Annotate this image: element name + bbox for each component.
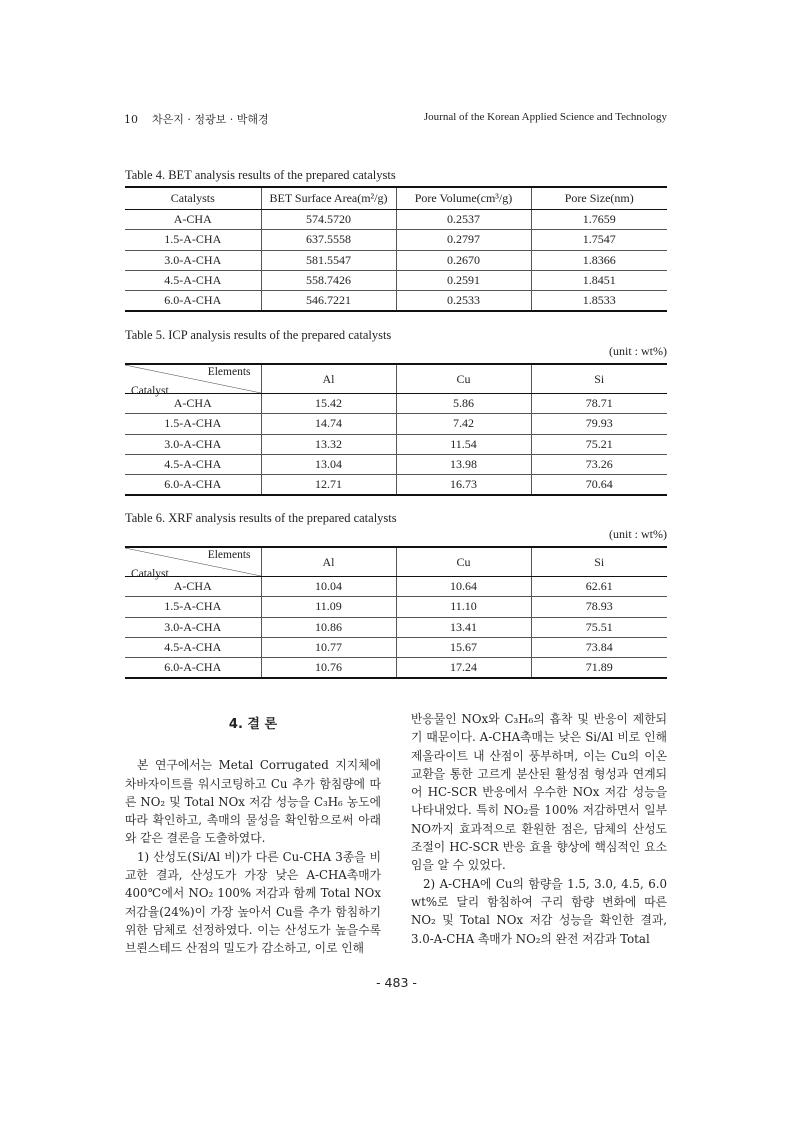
table-cell: 79.93 (531, 414, 667, 434)
paragraph: 1) 산성도(Si/Al 비)가 다른 Cu-CHA 3종을 비교한 결과, 산성도가 가장 낮은 A-CHA촉매가 400℃에서 NO₂ 100% 저감과 함께 Total NOx 저감율(24%)이 가장 높아서 Cu를 추가 함침하기 위한 담체로 선정하였다. 이는 산성도가 높을수록 브뢴스테드 산점의 밀도가 감소하고, 이로 인해 (125, 849, 381, 956)
table-cell: 10.76 (261, 658, 396, 679)
table-cell: 6.0-A-CHA (125, 475, 261, 496)
corner-elements-label: Elements (207, 549, 251, 561)
table-cell: 1.5-A-CHA (125, 414, 261, 434)
table-row (125, 617, 667, 637)
table-cell: 14.74 (261, 414, 396, 434)
table-cell: 78.71 (531, 394, 667, 414)
journal-name: Journal of the Korean Applied Science and Technology (423, 111, 667, 123)
left-column (125, 710, 381, 958)
table-cell: 1.5-A-CHA (125, 597, 261, 617)
paragraph: 본 연구에서는 Metal Corrugated 지지체에 차바자이트를 워시코팅하고 Cu 추가 함침량에 따른 NO₂ 및 Total NOx 저감 성능을 C₃H₆ 농도에 따라 확인하고, 촉매의 물성을 확인함으로써 아래와 같은 결론을 도출하였다. (125, 758, 381, 846)
table-cell: 3.0-A-CHA (125, 617, 261, 637)
table5 (125, 363, 667, 496)
table-cell: 5.86 (396, 394, 531, 414)
table-row (125, 577, 667, 597)
running-header-left (124, 111, 269, 127)
table-cell: 17.24 (396, 658, 531, 679)
table-row (125, 250, 667, 270)
corner-catalyst-label: Catalyst (131, 385, 169, 397)
section-title: 4. 결 론 (228, 717, 278, 732)
column-header: Si (531, 547, 667, 577)
table-cell: 11.09 (261, 597, 396, 617)
table-cell: 11.10 (396, 597, 531, 617)
table6 (125, 546, 667, 679)
table-cell: 6.0-A-CHA (125, 291, 261, 312)
table-cell: 0.2797 (396, 230, 531, 250)
table-cell: 0.2591 (396, 270, 531, 290)
table-cell: 15.42 (261, 394, 396, 414)
table-row (125, 475, 667, 496)
table-cell: 13.98 (396, 454, 531, 474)
table-row (125, 434, 667, 454)
table-cell: 0.2537 (396, 210, 531, 230)
table-cell: 75.51 (531, 617, 667, 637)
table-cell: 546.7221 (261, 291, 396, 312)
table-cell: 637.5558 (261, 230, 396, 250)
table-row (125, 230, 667, 250)
column-header: BET Surface Area(m²/g) (261, 187, 396, 210)
table-cell: 11.54 (396, 434, 531, 454)
corner-elements-label: Elements (207, 366, 251, 378)
table-row (125, 637, 667, 657)
table-cell: 13.04 (261, 454, 396, 474)
table-cell: 78.93 (531, 597, 667, 617)
column-header: Si (531, 364, 667, 394)
table-row (125, 210, 667, 230)
table-cell: 581.5547 (261, 250, 396, 270)
column-header: Cu (396, 547, 531, 577)
table4-caption: Table 4. BET analysis results of the prepared catalysts (125, 168, 396, 182)
page-number: 10 (124, 113, 138, 126)
table-cell: 15.67 (396, 637, 531, 657)
table-cell: 73.26 (531, 454, 667, 474)
column-header: Al (261, 364, 396, 394)
table-cell: 70.64 (531, 475, 667, 496)
table-cell: 1.8366 (531, 250, 667, 270)
table-cell: 10.04 (261, 577, 396, 597)
table-cell: 10.86 (261, 617, 396, 637)
table-cell: 71.89 (531, 658, 667, 679)
column-header: Catalysts (125, 187, 261, 210)
table-cell: 4.5-A-CHA (125, 637, 261, 657)
table-cell: 62.61 (531, 577, 667, 597)
table-cell: 574.5720 (261, 210, 396, 230)
table-cell: 0.2670 (396, 250, 531, 270)
table-row (125, 658, 667, 679)
table5-caption: Table 5. ICP analysis results of the prepared catalysts (125, 328, 392, 342)
table-cell: 1.7659 (531, 210, 667, 230)
column-header: Pore Volume(cm³/g) (396, 187, 531, 210)
table-cell: 13.41 (396, 617, 531, 637)
column-header: Al (261, 547, 396, 577)
table-row (125, 270, 667, 290)
table-cell: A-CHA (125, 210, 261, 230)
table-cell: 75.21 (531, 434, 667, 454)
table-row (125, 394, 667, 414)
table-cell: 10.77 (261, 637, 396, 657)
table-cell: A-CHA (125, 577, 261, 597)
table-row (125, 291, 667, 312)
table-cell: 1.8451 (531, 270, 667, 290)
table-cell: 6.0-A-CHA (125, 658, 261, 679)
table-cell: 3.0-A-CHA (125, 250, 261, 270)
table6-caption: Table 6. XRF analysis results of the prepared catalysts (125, 511, 397, 525)
right-column (411, 710, 667, 948)
table-cell: 1.5-A-CHA (125, 230, 261, 250)
table-cell: 12.71 (261, 475, 396, 496)
corner-catalyst-label: Catalyst (131, 568, 169, 580)
table6-unit: (unit : wt%) (609, 527, 667, 541)
column-header: Cu (396, 364, 531, 394)
table-cell: 16.73 (396, 475, 531, 496)
table-cell: 4.5-A-CHA (125, 270, 261, 290)
authors: 차은지 · 정광보 · 박해경 (152, 113, 269, 126)
table-row (125, 454, 667, 474)
corner-header (125, 547, 261, 580)
table-cell: 7.42 (396, 414, 531, 434)
corner-header (125, 364, 261, 397)
paragraph: 2) A-CHA에 Cu의 함량을 1.5, 3.0, 4.5, 6.0 wt%로 달리 함침하여 구리 함량 변화에 따른 NO₂ 및 Total NOx 저감 성능을 확인한 결과, 3.0-A-CHA 촉매가 NO₂의 완전 저감과 Total (411, 876, 667, 946)
table-row (125, 414, 667, 434)
table-cell: 73.84 (531, 637, 667, 657)
table-cell: 1.7547 (531, 230, 667, 250)
table-cell: 10.64 (396, 577, 531, 597)
table-cell: 1.8533 (531, 291, 667, 312)
table4 (125, 186, 667, 312)
column-header: Pore Size(nm) (531, 187, 667, 210)
table5-unit: (unit : wt%) (609, 344, 667, 358)
table-cell: 13.32 (261, 434, 396, 454)
table-row (125, 597, 667, 617)
page-footer-number: - 483 - (376, 975, 417, 990)
paragraph: 반응물인 NOx와 C₃H₆의 흡착 및 반응이 제한되기 때문이다. A-CHA촉매는 낮은 Si/Al 비로 인해 제올라이트 내 산점이 풍부하며, 이는 Cu의 이온교환을 통한 고르게 분산된 활성점 형성과 연계되어 HC-SCR 반응에서 우수한 NOx 저감 성능을 나타내었다. 특히 NO₂를 100% 저감하면서 일부 NO까지 효과적으로 환원한 점은, 담체의 산성도 조절이 HC-SCR 반응 효율 향상에 핵심적인 요소임을 알 수 있었다. (411, 712, 667, 873)
table-cell: 3.0-A-CHA (125, 434, 261, 454)
table-cell: A-CHA (125, 394, 261, 414)
table-cell: 4.5-A-CHA (125, 454, 261, 474)
table-cell: 0.2533 (396, 291, 531, 312)
table-cell: 558.7426 (261, 270, 396, 290)
